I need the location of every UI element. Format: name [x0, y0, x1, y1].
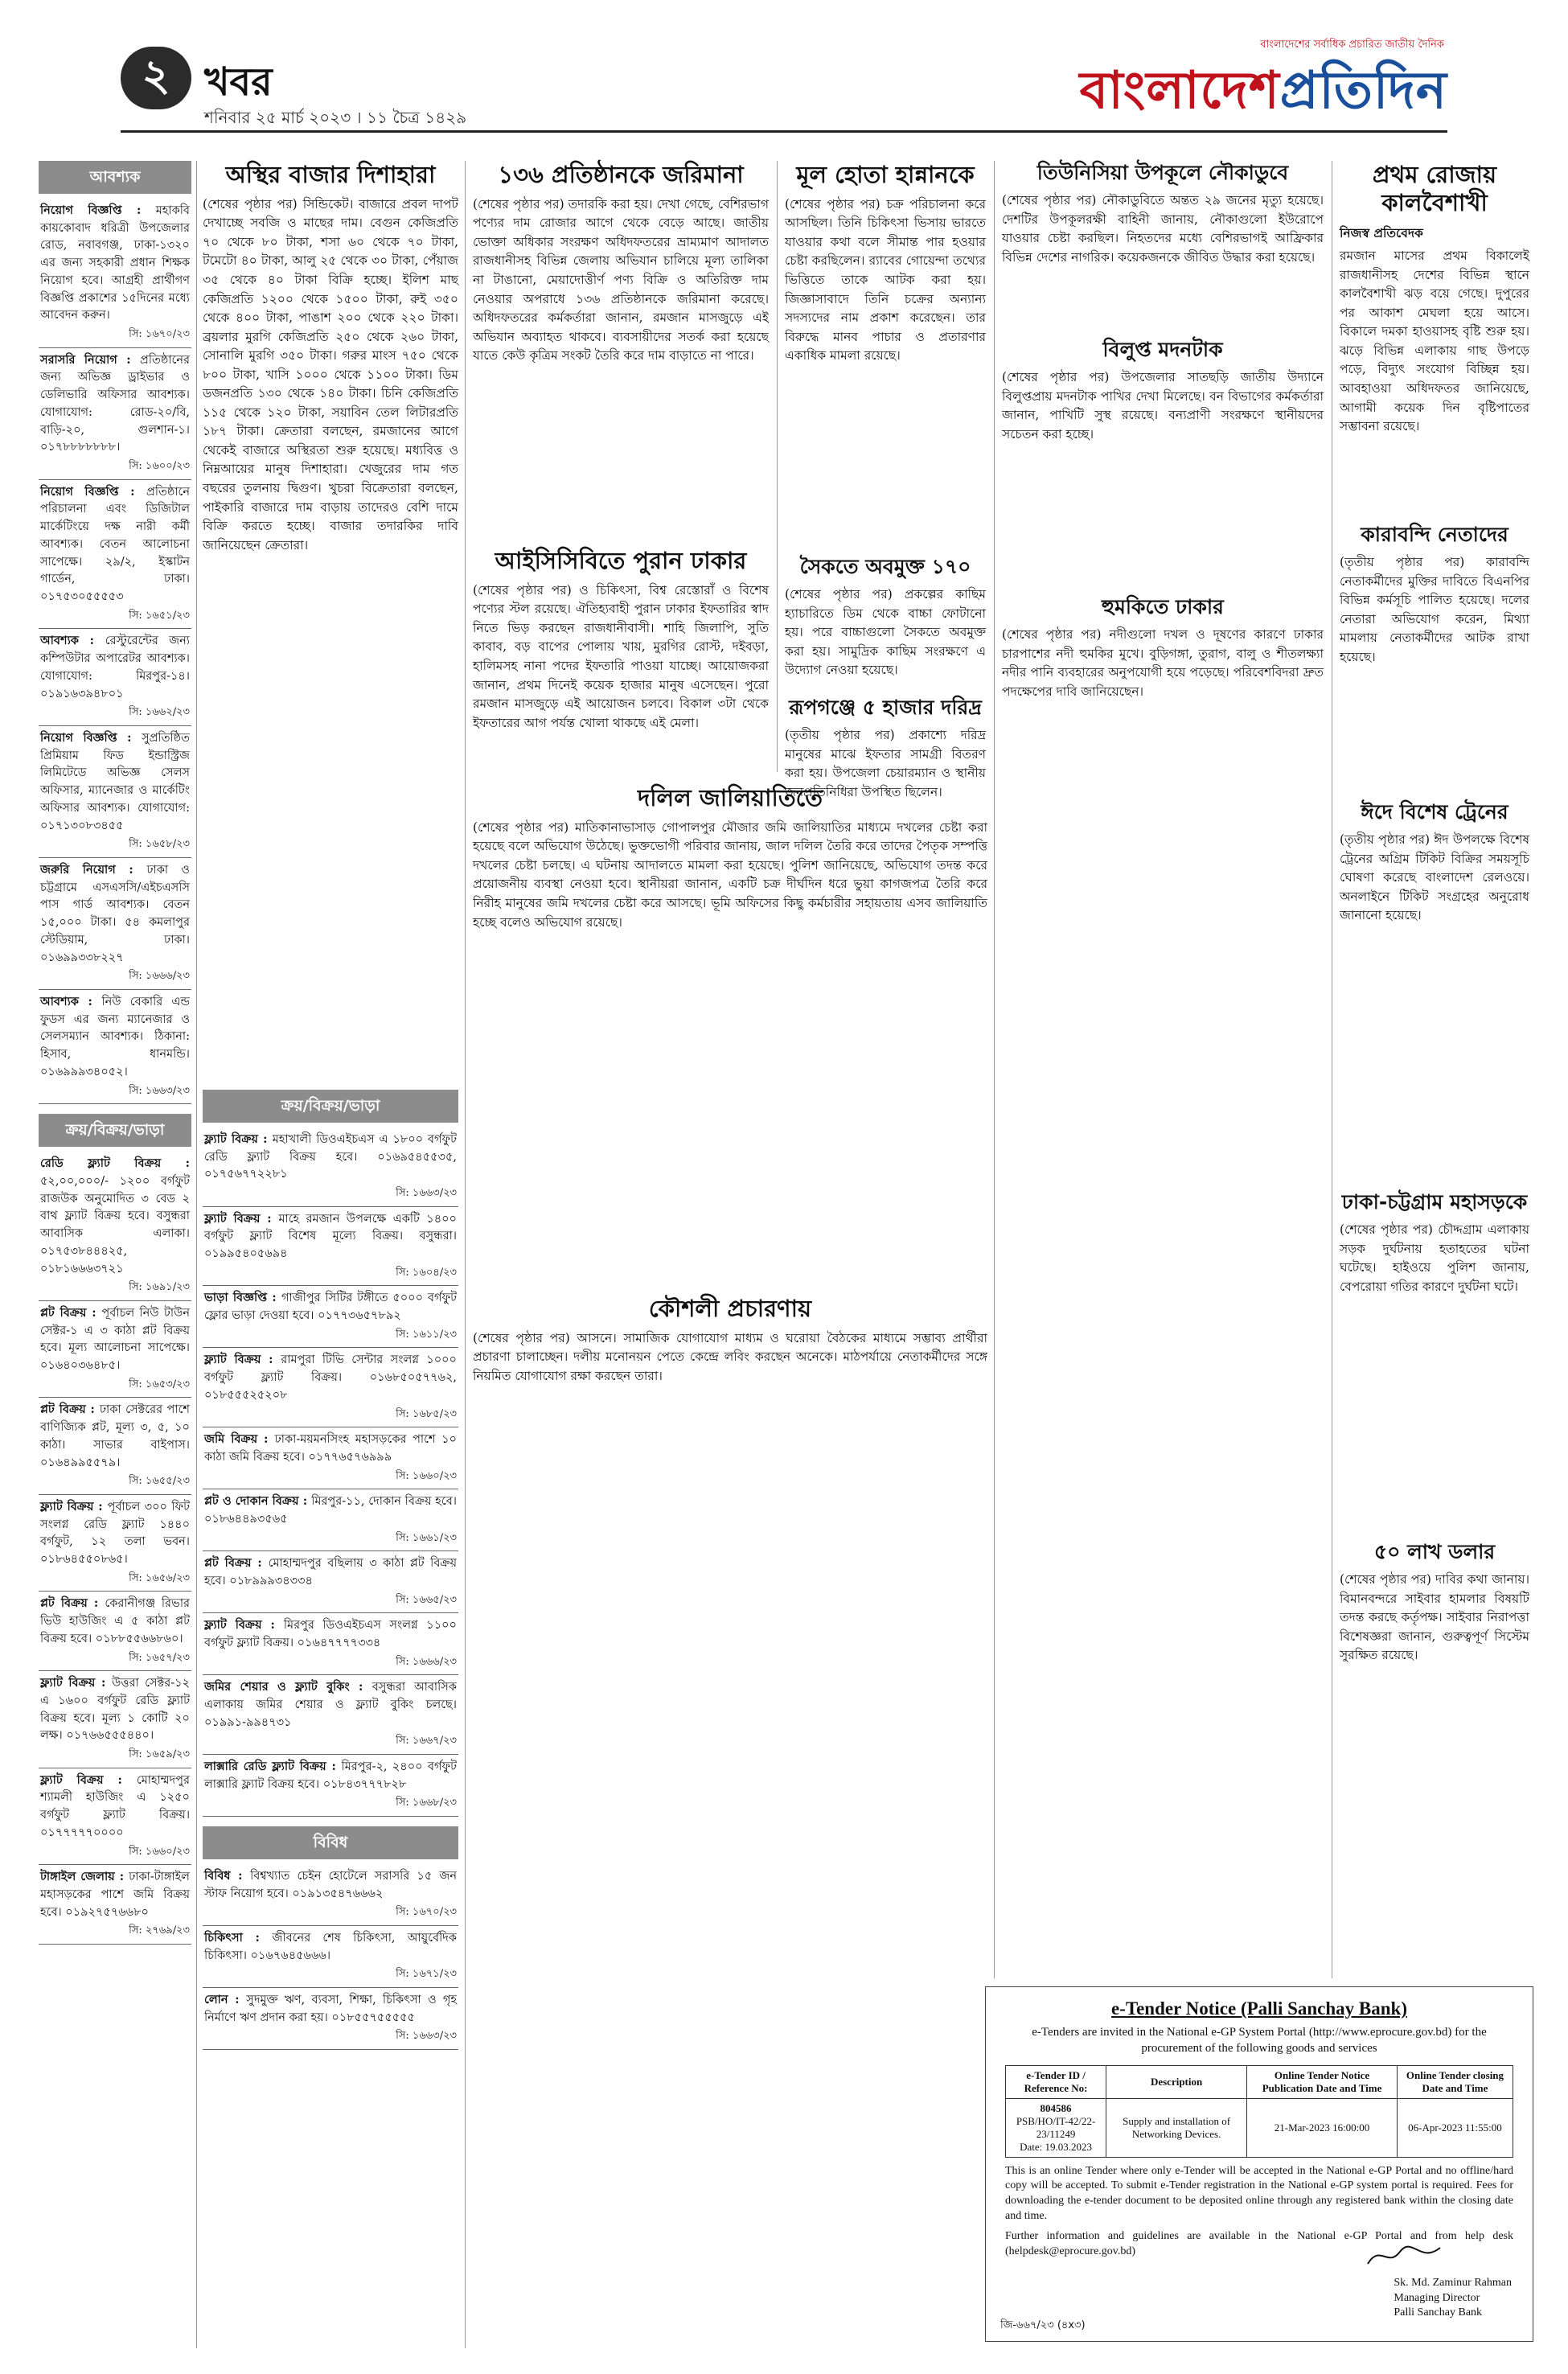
tender-note: This is an online Tender where only e-Tender will be accepted in the National e-GP Portal and no offline/hard copy will be accepted. To submit e-Tender registration in the National e-GP system portal is required. Fees for downloading the e-tender document to be deposited online through any registered bank within the closing date and time. [1005, 2164, 1513, 2223]
ad-body: বসুন্ধরা আবাসিক এলাকায় জমির শেয়ার ও ফ্ল্যাট বুকিং চলছে। ০১৯৯১-৯৯৪৭৩১ [204, 1681, 458, 1729]
article-storm [1340, 161, 1529, 515]
article-body: (শেষের পৃষ্ঠার পর) নদীগুলো দখল ও দূষণের কারণে ঢাকার চারপাশের নদী হুমকির মুখে। বুড়িগঙ্গা, তুরাগ, বালু ও শীতলক্ষ্যা নদীর পানি ব্যবহারের অনুপযোগী হয়ে পড়েছে। পরিবেশবিদরা দ্রুত পদক্ষেপের দাবি জানিয়েছেন। [1002, 627, 1324, 699]
article-body: (শেষের পৃষ্ঠার পর) উপজেলার সাতছড়ি জাতীয় উদ্যানে বিলুপ্তপ্রায় মদনটাক পাখির দেখা মিলেছে। বন বিভাগের কর্মকর্তারা জানান, পাখিটি সুস্থ রয়েছে। বন্যপ্রাণী সংরক্ষণে স্থানীয়দের সচেতন করা হচ্ছে। [1002, 370, 1324, 442]
article-highway [1340, 1190, 1529, 1528]
article-hannan [785, 161, 986, 547]
ad-serial: সি: ১৬৫৮/২৩ [129, 838, 190, 851]
masthead [121, 32, 1447, 129]
column-rule [465, 161, 466, 2348]
brand-name-part1: বাংলাদেশ [1079, 61, 1280, 121]
ad-body: মোহাম্মদপুর বছিলায় ৩ কাঠা প্লট বিক্রয় হবে। ০১৮৯৯৯৩৪৩৩৪ [204, 1557, 457, 1587]
list-item [39, 1592, 191, 1671]
ad-serial: সি: ১৬৯১/২৩ [129, 1281, 190, 1294]
ad-body: গাজীপুর সিটির টঙ্গীতে ৫০০০ বর্গফুট ফ্লোর ভাড়া দেওয়া হবে। ০১৭৭৩৬৫৭৮৯২ [204, 1292, 457, 1323]
signer-name: Sk. Md. Zaminur Rahman [1394, 2277, 1512, 2290]
article-title: দলিল জালিয়াতিতে [637, 784, 823, 811]
ad-body: মাহে রমজান উপলক্ষে একটি ১৪০০ বর্গফুট ফ্ল্যাট বিশেষ মূল্যে বিক্রয়। বসুন্ধরা। ০১৯৯৫৪০৫৬৯৪ [204, 1212, 457, 1261]
article-tunisia [1002, 161, 1324, 322]
ad-lead: বিবিধ : [204, 1868, 251, 1883]
ad-body: উত্তরা সেক্টর-১২ এ ১৬০০ বর্গফুট রেডি ফ্ল্যাট বিক্রয় হবে। মূল্য ১ কোটি ২০ লক্ষ। ০১৭৬৬৫৫৫৪৪০। [40, 1677, 190, 1743]
classifieds-list [39, 1152, 191, 1945]
ad-serial: সি: ১৬৬৩/২৩ [129, 1084, 190, 1097]
classifieds-box-title: ক্রয়/বিক্রয়/ভাড়া [39, 1114, 191, 1147]
article-title: ১৩৬ প্রতিষ্ঠানকে জরিমানা [498, 161, 744, 188]
ad-serial: সি: ১৬৫৯/২৩ [129, 1748, 190, 1760]
classifieds-box-title: বিবিধ [203, 1826, 458, 1859]
ad-lead: প্লট ও দোকান বিক্রয় : [204, 1494, 312, 1509]
ad-lead: প্লট বিক্রয় : [204, 1556, 269, 1571]
article-fine [473, 161, 769, 547]
article-title: অস্থির বাজার দিশাহারা [225, 161, 436, 188]
ad-lead: আবশ্যক : [40, 994, 102, 1008]
list-item [39, 1768, 191, 1866]
article-body: (তৃতীয় পৃষ্ঠার পর) কারাবন্দি নেতাকর্মীদের মুক্তির দাবিতে বিএনপির বিভিন্ন কর্মসূচি পালিত হয়েছে। দলের নেতারা অভিযোগ করেন, মিথ্যা মামলায় নেতাকর্মীদের আটক রাখা হয়েছে। [1340, 555, 1529, 664]
ad-body: ঢাকা-টাঙ্গাইল মহাসড়কের পাশে জমি বিক্রয় হবে। ০১৯২৭৫৭৬৬৮০ [40, 1871, 190, 1919]
ad-serial: সি: ১৬৬৩/২৩ [396, 2030, 457, 2043]
list-item [39, 1301, 191, 1399]
ad-body: বিশ্বখ্যাত চেইন হোটেলে সরাসরি ১৫ জন স্টাফ নিয়োগ হবে। ০১৯১৩৫৪৭৬৬৬২ [204, 1869, 458, 1900]
article-body: (শেষের পৃষ্ঠার পর) সিন্ডিকেট। বাজারে প্রবল দাপট দেখাচ্ছে সবজি ও মাছের দাম। বেগুন কেজিপ্রতি ৭০ থেকে ৮০ টাকা, শসা ৬০ থেকে ৭০ টাকা, টমেটো ৪০ টাকা, আলু ২৫ থেকে ৩০ টাকা, পেঁয়াজ ৩৫ থেকে ৪০ টাকা বিক্রি হচ্ছে। ইলিশ মাছ কেজিপ্রতি ১২০০ থেকে ১৫০০ টাকা, রুই ৩৫০ থেকে ৪০০ টাকা, পাঙাশ ২০০ থেকে ২২০ টাকা। ব্রয়লার মুরগি কেজিপ্রতি ২৫০ থেকে ২৬০ টাকা, সোনালি মুরগি ৩৫০ টাকা। গরুর মাংস ৭৫০ থেকে ৮০০ টাকা, খাসি ১০০০ থেকে ১১০০ টাকা। ডিম ডজনপ্রতি ১৩০ থেকে ১৪০ টাকা। চিনি কেজিপ্রতি ১১৫ থেকে ১২০ টাকা, সয়াবিন তেল লিটারপ্রতি ১৮৭ টাকা। ক্রেতারা বলছেন, রমজানের আগে থেকেই বাজারে অস্থিরতা শুরু হয়েছে। মধ্যবিত্ত ও নিম্নআয়ের মানুষ দিশাহারা। খেজুরের দাম গত বছরের তুলনায় দ্বিগুণ। খুচরা বিক্রেতারা বলছেন, পাইকারি বাজারে দাম বাড়ায় তাদেরও বেশি দামে বিক্রি করতে হচ্ছে। বাজার তদারকির দাবি জানিয়েছেন ক্রেতারা। [203, 196, 458, 552]
ad-body: ঢাকা-ময়মনসিংহ মহাসড়কের পাশে ১০ কাঠা জমি বিক্রয় হবে। ০১৭৭৬৫৭৬৯৯৯ [204, 1433, 457, 1464]
ad-serial: সি: ১৬৫৩/২৩ [129, 1378, 190, 1390]
list-item [203, 1207, 458, 1287]
tender-col-close: Online Tender closing Date and Time [1397, 2065, 1513, 2098]
list-item [203, 1755, 458, 1817]
ad-body: রামপুরা টিভি সেন্টার সংলগ্ন ১০০০ বর্গফুট ফ্ল্যাট বিক্রয়। ০১৬৮৫০৫৭৭৬২, ০১৮৫৫৫২৫২০৮ [204, 1353, 457, 1402]
ad-body: পূর্বাচল নিউ টাউন সেক্টর-১ এ ৩ কাঠা প্লট বিক্রয় হবে। মূল্য আলোচনা সাপেক্ষে। ০১৬৪০৩৬৪৮৫। [40, 1306, 190, 1372]
tender-table-header [1006, 2065, 1513, 2098]
article-title: প্রথম রোজায় কালবৈশাখী [1372, 161, 1497, 216]
tender-ref: PSB/HO/IT-42/22-23/11249 [1016, 2114, 1096, 2140]
article-body: (শেষের পৃষ্ঠার পর) চৌদ্দগ্রাম এলাকায় সড়ক দুর্ঘটনায় হতাহতের ঘটনা ঘটেছে। হাইওয়ে পুলিশ জানায়, বেপরোয়া গতির কারণে দুর্ঘটনা ঘটে। [1340, 1222, 1529, 1294]
tender-id: 804586 [1040, 2101, 1072, 2114]
ad-lead: প্লট বিক্রয় : [40, 1596, 105, 1611]
ad-serial: সি: ১৬৬৫/২৩ [396, 1593, 457, 1606]
article-eid-train [1340, 800, 1529, 1178]
article-title: আইসিসিবিতে পুরান ঢাকার [495, 547, 747, 574]
ad-lead: প্লট বিক্রয় : [40, 1305, 102, 1320]
ad-serial: সি: ১৬৭১/২৩ [396, 1968, 457, 1981]
ad-lead: টাঙ্গাইল জেলায় : [40, 1870, 129, 1883]
article-title: কারাবন্দি নেতাদের [1361, 523, 1508, 546]
ad-lead: ফ্ল্যাট বিক্রয় : [40, 1676, 112, 1690]
ad-body: মহাকবি কায়কোবাদ ধরিত্রী উপজেলার রোড, নবাবগঞ্জ, ঢাকা-১৩২০ এর জন্য সহকারী প্রধান শিক্ষক নিয়োগ হবে। আগ্রহী প্রার্থীগণ বিজ্ঞপ্তি প্রকাশের ১৫দিনের মধ্যে আবেদন করুন। [40, 203, 190, 322]
masthead-rule [121, 130, 1447, 133]
article-rupganj [785, 696, 986, 799]
ad-lead: নিয়োগ বিজ্ঞপ্তি : [40, 484, 147, 499]
tender-col-pub: Online Tender Notice Publication Date and Time [1247, 2065, 1398, 2098]
list-item [39, 1865, 191, 1945]
classifieds-column [39, 161, 191, 2348]
article-title: মূল হোতা হান্নানকে [796, 161, 975, 188]
article-body: (শেষের পৃষ্ঠার পর) দাবির কথা জানায়। বিমানবন্দরে সাইবার হামলার বিষয়টি তদন্ত করছে কর্তৃপক্ষ। সাইবার নিরাপত্তা বিশেষজ্ঞরা জানান, গুরুত্বপূর্ণ সিস্টেম সুরক্ষিত রয়েছে। [1340, 1572, 1529, 1663]
article-body: (তৃতীয় পৃষ্ঠার পর) ঈদ উপলক্ষে বিশেষ ট্রেনের অগ্রিম টিকিট বিক্রির সময়সূচি ঘোষণা করেছে বাংলাদেশ রেলওয়ে। অনলাইনে টিকিট সংগ্রহের অনুরোধ জানানো হয়েছে। [1340, 832, 1529, 923]
ad-serial: সি: ১৬৫৫/২৩ [129, 1475, 190, 1488]
list-item [39, 858, 191, 990]
ad-serial: সি: ১৬৬০/২৩ [129, 1845, 190, 1858]
article-title: সৈকতে অবমুক্ত ১৭০ [799, 555, 971, 578]
ad-lead: জরুরি নিয়োগ : [40, 862, 147, 877]
tender-desc: Supply and installation of Networking Devices. [1106, 2098, 1247, 2157]
list-item [39, 199, 191, 348]
article-stork [1002, 338, 1324, 579]
list-item [39, 1671, 191, 1768]
list-item [39, 1152, 191, 1301]
tender-table [1005, 2065, 1513, 2158]
ad-body: সুদমুক্ত ঋণ, ব্যবসা, শিক্ষা, চিকিৎসা ও গৃহ নির্মাণে ঋণ প্রদান করা হয়। ০১৮৫৫৭৫৫৫৫৫ [204, 1993, 457, 2024]
ad-lead: ফ্ল্যাট বিক্রয় : [204, 1353, 281, 1367]
ad-serial: সি: ১৬৭০/২৩ [129, 328, 190, 341]
ad-lead: নিয়োগ বিজ্ঞপ্তি : [40, 730, 142, 745]
article-body: রমজান মাসের প্রথম বিকালেই রাজধানীসহ দেশের বিভিন্ন স্থানে কালবৈশাখী ঝড় বয়ে গেছে। দুপুরের পর আকাশ মেঘলা হয়ে আসে। বিকালে দমকা হাওয়াসহ বৃষ্টি শুরু হয়। ঝড়ে বিভিন্ন এলাকায় গাছ উপড়ে পড়ে, বিদ্যুৎ সংযোগ বিচ্ছিন্ন হয়। আবহাওয়া অধিদফতর জানিয়েছে, আগামী কয়েক দিন বৃষ্টিপাতের সম্ভাবনা রয়েছে। [1340, 248, 1529, 434]
ad-lead: লোন : [204, 1992, 247, 2006]
signature-icon [1364, 2240, 1444, 2272]
article-prisoners [1340, 523, 1529, 788]
ad-serial: সি: ১৬৫১/২৩ [129, 609, 190, 622]
signer-org: Palli Sanchay Bank [1394, 2306, 1483, 2319]
classifieds-box-title: ক্রয়/বিক্রয়/ভাড়া [203, 1090, 458, 1123]
column-rule [777, 161, 778, 772]
tender-signature-block [1394, 2276, 1512, 2320]
ad-reference: জি-৬৬৭/২৩ (৪x৩) [1000, 2319, 1086, 2331]
ad-lead: ফ্ল্যাট বিক্রয় : [40, 1772, 137, 1787]
ad-lead: সরাসরি নিয়োগ : [40, 352, 141, 367]
ad-body: সুপ্রতিষ্ঠিত প্রিমিয়াম ফিড ইন্ডাস্ট্রিজ লিমিটেডে অভিজ্ঞ সেলস অফিসার, ম্যানেজার ও মার্কেটিং অফিসার আবশ্যক। যোগাযোগ: ০১৭১৩০৮৩৪৫৫ [40, 731, 190, 832]
ad-body: মোহাম্মদপুর শ্যামলী হাউজিং এ ১২৫০ বর্গফুট ফ্ল্যাট বিক্রয়। ০১৭৭৭৭৭০০০০ [40, 1773, 190, 1839]
tender-col-id: e-Tender ID / Reference No: [1006, 2065, 1106, 2098]
date-line: শনিবার ২৫ মার্চ ২০২৩ । ১১ চৈত্র ১৪২৯ [204, 108, 467, 127]
article-body: (শেষের পৃষ্ঠার পর) তদারকি করা হয়। দেখা গেছে, বেশিরভাগ পণ্যের দাম রোজার আগে থেকে বেড়ে আছে। জাতীয় ভোক্তা অধিকার সংরক্ষণ অধিদফতরের ভ্রাম্যমাণ আদালত রাজধানীসহ বিভিন্ন জেলায় অভিযান চালিয়ে মূল্য তালিকা না টাঙানো, মেয়াদোত্তীর্ণ পণ্য বিক্রি ও অতিরিক্ত দাম নেওয়ার অপরাধে ১৩৬ প্রতিষ্ঠানকে জরিমানা করেছে। অধিদফতরের কর্মকর্তারা জানান, রমজান মাসজুড়ে এই অভিযান অব্যাহত থাকবে। ব্যবসায়ীদের সতর্ক করা হয়েছে যাতে কেউ কৃত্রিম সংকট তৈরি করে দাম বাড়াতে না পারে। [473, 196, 769, 363]
list-item [203, 1926, 458, 1988]
article-body: (তৃতীয় পৃষ্ঠার পর) প্রকাশ্যে দরিদ্র মানুষের মাঝে ইফতার সামগ্রী বিতরণ করা হয়। উপজেলা চেয়ারম্যান ও স্থানীয় জনপ্রতিনিধিরা উপস্থিত ছিলেন। [785, 728, 986, 799]
ad-body: প্রতিষ্ঠানের জন্য অভিজ্ঞ ড্রাইভার ও ডেলিভারি অফিসার আবশ্যক। যোগাযোগ: রোড-২০/বি, বাড়ি-২০, গুলশান-১। ০১৭৮৮৮৮৮৮৮। [40, 353, 190, 454]
article-title: ঈদে বিশেষ ট্রেনের [1361, 800, 1508, 824]
article-campaign [473, 1295, 987, 2340]
ad-lead: প্লট বিক্রয় : [40, 1403, 100, 1417]
ad-lead: আবশ্যক : [40, 634, 105, 648]
ad-lead: রেডি ফ্ল্যাট বিক্রয় : [40, 1156, 190, 1170]
tender-title: e-Tender Notice (Palli Sanchay Bank) [1110, 1998, 1407, 2019]
article-iccb [473, 547, 769, 772]
list-item [39, 990, 191, 1104]
tender-col-desc: Description [1106, 2065, 1247, 2098]
ad-serial: সি: ১৬৬৬/২৩ [396, 1655, 457, 1668]
article-title: তিউনিসিয়া উপকূলে নৌকাডুবে [1036, 161, 1289, 184]
brand-tagline: বাংলাদেশের সর্বাধিক প্রচারিত জাতীয় দৈনিক [1260, 39, 1444, 51]
article-body: (শেষের পৃষ্ঠার পর) ও চিকিৎসা, বিশ্ব রেস্তোরাঁ ও বিশেষ পণ্যের স্টল রয়েছে। ঐতিহ্যবাহী পুরান ঢাকার ইফতারির স্বাদ নিতে ভিড় করছেন রাজধানীবাসী। শাহি জিলাপি, সুতি কাবাব, বড় বাপের পোলায় খায়, মুরগির রোস্ট, দইবড়া, হালিমসহ নানা পদের ইফতারি পাওয়া যাচ্ছে। আয়োজকরা জানান, প্রথম দিনেই কয়েক হাজার মানুষ এসেছেন। পুরো রমজান মাসজুড়ে এই আয়োজন চলবে। বিকাল ৩টা থেকে ইফতারের আগ পর্যন্ত খোলা থাকছে এই মেলা। [473, 582, 769, 730]
ad-body: কেরানীগঞ্জ রিভার ভিউ হাউজিং এ ৫ কাঠা প্লট বিক্রয় হবে। ০১৮৮৫৫৬৬৮৬০। [40, 1597, 190, 1645]
list-item [39, 1398, 191, 1495]
brand-name [1080, 51, 1447, 138]
ad-serial: সি: ১৬০৪/২৩ [396, 1266, 457, 1279]
tender-pub-date: 21-Mar-2023 16:00:00 [1247, 2098, 1398, 2157]
classifieds-list [203, 1127, 458, 1817]
ad-body: মিরপুর ডিওএইচএস সংলগ্ন ১১০০ বর্গফুট ফ্ল্যাট বিক্রয়। ০১৬৪৭৭৭৭৩৩৪ [204, 1619, 457, 1649]
list-item [203, 1348, 458, 1427]
page-number-badge: ২ [121, 47, 191, 109]
article-turtle [785, 555, 986, 684]
ad-serial: সি: ১৬৬৮/২৩ [396, 1797, 457, 1809]
ad-serial: সি: ১৬৬৩/২৩ [396, 1187, 457, 1200]
classifieds-list [39, 199, 191, 1104]
ad-lead: জমির শেয়ার ও ফ্ল্যাট বুকিং : [204, 1680, 372, 1694]
list-item [203, 1551, 458, 1613]
ad-serial: সি: ১৬৫৭/২৩ [129, 1651, 190, 1664]
ad-serial: সি: ১৬৮৫/২৩ [396, 1407, 457, 1420]
article-title: হুমকিতে ঢাকার [1102, 595, 1224, 618]
ad-body: মহাখালী ডিওএইচএস এ ১৮০০ বর্গফুট রেডি ফ্ল্যাট বিক্রয় হবে। ০১৬৯৫৪৫৫৩৫, ০১৭৫৬৭৭২২৮১ [204, 1132, 457, 1181]
article-body: (শেষের পৃষ্ঠার পর) আসনে। সামাজিক যোগাযোগ মাধ্যম ও ঘরোয়া বৈঠকের মাধ্যমে সম্ভাব্য প্রার্থীরা প্রচারণা চালাচ্ছেন। দলীয় মনোনয়ন পেতে কেন্দ্রে লবিং করছেন অনেকে। মাঠপর্যায়ে নেতাকর্মীদের সঙ্গে নিয়মিত যোগাযোগ রক্ষা করছেন তারা। [473, 1330, 987, 1383]
article-title: কৌশলী প্রচারণায় [648, 1295, 812, 1322]
list-item [39, 726, 191, 858]
ad-serial: সি: ১৬৬৬/২৩ [129, 970, 190, 983]
article-rivers [1002, 595, 1324, 1978]
list-item [39, 480, 191, 630]
ad-serial: সি: ১৬৬১/২৩ [396, 1531, 457, 1544]
list-item [39, 348, 191, 480]
ad-serial: সি: ১৬১১/২৩ [396, 1328, 457, 1341]
ad-lead: ভাড়া বিজ্ঞপ্তি : [204, 1291, 281, 1305]
ad-lead: ফ্ল্যাট বিক্রয় : [40, 1499, 108, 1514]
ad-serial: সি: ১৬৭০/২৩ [396, 1906, 457, 1919]
ad-lead: ফ্ল্যাট বিক্রয় : [204, 1211, 279, 1226]
list-item [203, 1675, 458, 1755]
article-body: (শেষের পৃষ্ঠার পর) চক্র পরিচালনা করে আসছিল। তিনি চিকিৎসা ভিসায় ভারতে যাওয়ার কথা বলে সীমান্ত পার হওয়ার চেষ্টা করছিলেন। র‌্যাবের গোয়েন্দা তথ্যের ভিত্তিতে তাকে আটক করা হয়। জিজ্ঞাসাবাদে তিনি চক্রের অন্যান্য সদস্যদের নাম প্রকাশ করেছেন। তার বিরুদ্ধে মানব পাচার ও প্রতারণার একাধিক মামলা রয়েছে। [785, 196, 986, 363]
list-item [203, 1427, 458, 1489]
list-item [39, 1495, 191, 1592]
article-market [203, 161, 458, 1078]
ad-body: রেস্টুরেন্টের জন্য কম্পিউটার অপারেটর আবশ্যক। যোগাযোগ: মিরপুর-১৪। ০১৯১৬৩৯৪৮০১ [40, 635, 190, 700]
classifieds-column-2 [203, 1090, 458, 2348]
list-item [203, 1864, 458, 1926]
ad-body: ঢাকা সেক্টরের পাশে বাণিজ্যিক প্লট, মূল্য ৩, ৫, ১০ কাঠা। সাভার বাইপাস। ০১৬৪৯৯৫৫৭৯। [40, 1403, 191, 1469]
ad-serial: সি: ১৬৫৬/২৩ [129, 1571, 190, 1584]
ad-lead: জমি বিক্রয় : [204, 1432, 275, 1447]
ad-serial: সি: ১৬৬৭/২৩ [396, 1735, 457, 1748]
ad-body: প্রতিষ্ঠানে পরিচালনা এবং ডিজিটাল মার্কেটিংয়ে দক্ষ নারী কর্মী আবশ্যক। বেতন আলোচনা সাপেক্ষে। ২৯/২, ইস্কাটন গার্ডেন, ঢাকা। ০১৭৫৩০৫৫৫৫৩ [40, 485, 190, 604]
list-item [203, 1489, 458, 1551]
ad-body: মিরপুর-২, ২৪০০ বর্গফুট লাক্সারি ফ্ল্যাট বিক্রয় হবে। ০১৮৪৩৭৭৭৮২৮ [204, 1760, 457, 1791]
article-title: ৫০ লাখ ডলার [1373, 1540, 1496, 1563]
list-item [203, 1286, 458, 1348]
tender-id-cell [1006, 2098, 1106, 2157]
article-deed [473, 784, 987, 1283]
ad-body: ৫২,০০,০০০/- ১২০০ বর্গফুট রাজউক অনুমোদিত ৩ বেড ২ বাথ ফ্ল্যাট বিক্রয় হবে। বসুন্ধরা আবাসিক এলাকা। ০১৭৫৩৮৪৪৪২৫, ০১৮১৬৬৬৩৭২১ [40, 1174, 190, 1275]
ad-lead: ফ্ল্যাট বিক্রয় : [204, 1132, 273, 1146]
list-item [203, 1127, 458, 1207]
article-dollar [1340, 1540, 1529, 1974]
article-body: (শেষের পৃষ্ঠার পর) মাতিকানাভাসাড় গোপালপুর মৌজার জমি জালিয়াতির মাধ্যমে দখলের চেষ্টা করা হয়েছে বলে অভিযোগ উঠেছে। ভুক্তভোগী পরিবার জানায়, জাল দলিল তৈরি করে তাদের পৈতৃক সম্পত্তি দখলের চেষ্টা চলছে। এ ঘটনায় আদালতে মামলা করা হয়েছে। পুলিশ জানিয়েছে, অভিযোগ তদন্ত করে প্রয়োজনীয় ব্যবস্থা নেওয়া হবে। স্থানীয়রা জানান, একটি চক্র দীর্ঘদিন ধরে ভুয়া কাগজপত্র তৈরি করে নিরীহ মানুষের জমি দখলের চেষ্টা করে আসছে। ভূমি অফিসের কিছু কর্মচারীর সহায়তায় এসব জালিয়াতি হচ্ছে বলেও অভিযোগ রয়েছে। [473, 819, 987, 930]
tender-ref-date: Date: 19.03.2023 [1020, 2140, 1092, 2153]
table-row [1006, 2098, 1513, 2157]
list-item [203, 1988, 458, 2050]
tender-notice [985, 1986, 1533, 2342]
classifieds-list [203, 1864, 458, 2050]
tender-close-date: 06-Apr-2023 11:55:00 [1397, 2098, 1513, 2157]
ad-serial: সি: ১৬০০/২৩ [129, 460, 190, 473]
ad-body: ঢাকা ও চট্টগ্রামে এসএসসি/এইচএসসি পাস গার্ড আবশ্যক। বেতন ১৫,০০০ টাকা। ৫৪ কমলাপুর স্টেডিয়াম, ঢাকা। ০১৬৯৯৩৩৮২২৭ [40, 863, 190, 964]
brand-logo [997, 32, 1447, 127]
tender-intro: e-Tenders are invited in the National e-GP System Portal (http://www.eprocure.gov.bd) for the procurement of the following goods and services [1032, 2026, 1487, 2056]
column-rule [994, 161, 995, 1978]
ad-serial: সি: ২৭৬৯/২৩ [129, 1924, 190, 1937]
signer-title: Managing Director [1394, 2291, 1480, 2304]
ad-lead: লাক্সারি রেডি ফ্ল্যাট বিক্রয় : [204, 1759, 342, 1773]
list-item [203, 1613, 458, 1675]
ad-lead: চিকিৎসা : [204, 1930, 273, 1945]
brand-name-part2: প্রতিদিন [1279, 61, 1447, 121]
list-item [39, 629, 191, 726]
ad-body: জীবনের শেষ চিকিৎসা, আয়ুর্বেদিক চিকিৎসা। ০১৬৭৬৪৫৬৬৬। [204, 1931, 458, 1962]
article-title: ঢাকা-চট্টগ্রাম মহাসড়কে [1341, 1190, 1528, 1214]
column-rule [196, 161, 197, 2348]
section-title: খবর [204, 60, 273, 105]
ad-body: নিউ বেকারি এন্ড ফুডস এর জন্য ম্যানেজার ও সেলসম্যান আবশ্যক। ঠিকানা: হিসাব, ধানমন্ডি। ০১৬৯৯৯৩৪০৫২। [40, 995, 190, 1078]
article-body: (শেষের পৃষ্ঠার পর) নৌকাডুবিতে অন্তত ২৯ জনের মৃত্যু হয়েছে। দেশটির উপকূলরক্ষী বাহিনী জানায়, নৌকাগুলো ইউরোপে যাওয়ার চেষ্টা করছিল। নিহতদের মধ্যে বেশিরভাগই আফ্রিকার বিভিন্ন দেশের নাগরিক। কয়েকজনকে জীবিত উদ্ধার করা হয়েছে। [1002, 193, 1324, 265]
article-body: (শেষের পৃষ্ঠার পর) প্রকল্পের কাছিম হ্যাচারিতে ডিম থেকে বাচ্চা ফোটানো হয়। পরে বাচ্চাগুলো সৈকতে অবমুক্ত করা হয়। সামুদ্রিক কাছিম সংরক্ষণে এ উদ্যোগ নেওয়া হয়েছে। [785, 587, 986, 678]
ad-lead: ফ্ল্যাট বিক্রয় : [204, 1618, 284, 1633]
ad-lead: নিয়োগ বিজ্ঞপ্তি : [40, 203, 156, 217]
ad-body: মিরপুর-১১, দোকান বিক্রয় হবে। ০১৮৬৪৪৯৩৫৬৫ [204, 1495, 457, 1526]
classifieds-box-title: আবশ্যক [39, 161, 191, 194]
article-title: রূপগঞ্জে ৫ হাজার দরিদ্র [789, 696, 982, 719]
ad-body: পূর্বাচল ৩০০ ফিট সংলগ্ন রেডি ফ্ল্যাট ১৪৪০ বর্গফুট, ১২ তলা ভবন। ০১৮৬৪৫৫০৮৬৫। [40, 1500, 190, 1566]
tender-note: Further information and guidelines are available in the National e-GP Portal and from help desk (helpdesk@eprocure.gov.bd) [1005, 2230, 1513, 2257]
ad-serial: সি: ১৬৬২/২৩ [129, 706, 190, 719]
article-title: বিলুপ্ত মদনটাক [1102, 338, 1223, 361]
ad-serial: সি: ১৬৬০/২৩ [396, 1469, 457, 1482]
article-byline: নিজস্ব প্রতিবেদক [1340, 224, 1423, 240]
